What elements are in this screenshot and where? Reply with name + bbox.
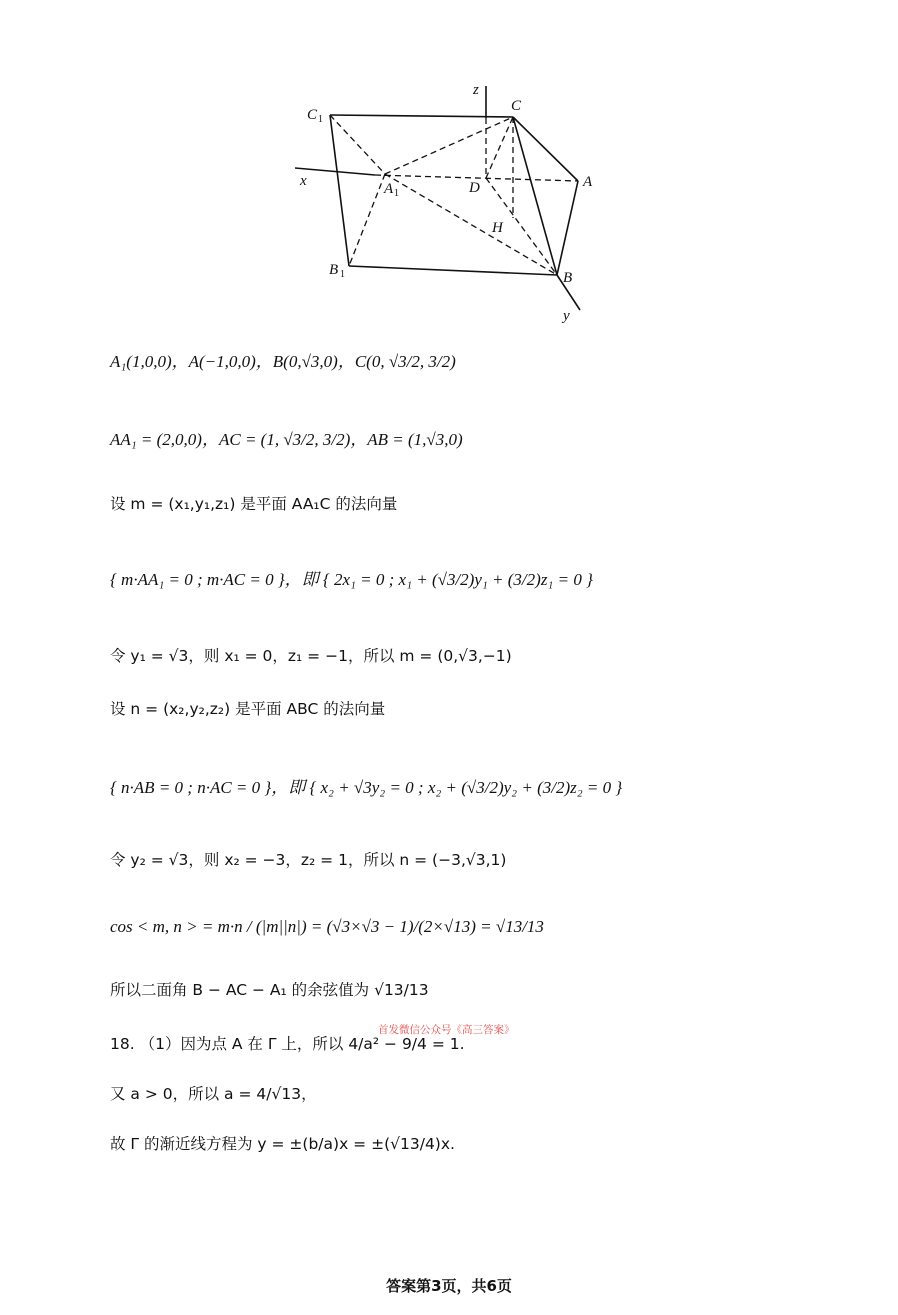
label-H: H (492, 220, 503, 236)
label-B1: B (329, 262, 339, 278)
page-footer: 答案第3页，共6页 (386, 1277, 512, 1295)
a-value-line: 又 a > 0，所以 a = 4/√13， (110, 1085, 317, 1103)
cosine-formula: cos < m, n > = m·n / (|m||n|) = (√3×√3 − 1)/(2×√13) = √13/13 (110, 917, 544, 936)
label-A1: A (384, 181, 394, 197)
label-C: C (511, 98, 522, 114)
problem-18-part1: 18. （1）因为点 A 在 Γ 上，所以 4/a² − 9/4 = 1. (110, 1035, 465, 1053)
solution-n: 令 y₂ = √3，则 x₂ = −3，z₂ = 1，所以 n = (−3,√3,1) (110, 851, 507, 869)
dihedral-conclusion: 所以二面角 B − AC − A₁ 的余弦值为 √13/13 (110, 981, 429, 999)
label-B1-sub: 1 (340, 269, 345, 280)
prism-figure (295, 78, 615, 328)
label-A: A (583, 174, 593, 190)
watermark-text: 首发微信公众号《高三答案》 (378, 1024, 515, 1036)
coordinates-line: A₁(1,0,0)，A(−1,0,0)，B(0,√3,0)，C(0, √3/2, 3/2) (110, 352, 456, 371)
label-y: y (563, 308, 570, 324)
label-C1: C (307, 107, 318, 123)
label-x: x (300, 173, 307, 189)
solution-m: 令 y₁ = √3，则 x₁ = 0，z₁ = −1，所以 m = (0,√3,−1) (110, 647, 512, 665)
system-n: { n·AB = 0 ; n·AC = 0 }，即 { x₂ + √3y₂ = 0 ; x₂ + (√3/2)y₂ + (3/2)z₂ = 0 } (110, 778, 623, 797)
system-m: { m·AA₁ = 0 ; m·AC = 0 }，即 { 2x₁ = 0 ; x₁ + (√3/2)y₁ + (3/2)z₁ = 0 } (110, 570, 593, 589)
label-A1-sub: 1 (394, 188, 399, 199)
vectors-line: AA₁ = (2,0,0)，AC = (1, √3/2, 3/2)，AB = (1,√3,0) (110, 430, 463, 449)
label-B: B (563, 270, 573, 286)
normal-n-intro: 设 n = (x₂,y₂,z₂) 是平面 ABC 的法向量 (110, 700, 386, 718)
label-D: D (469, 180, 480, 196)
prism-diagram (295, 78, 615, 328)
asymptote-line: 故 Γ 的渐近线方程为 y = ±(b/a)x = ±(√13/4)x. (110, 1135, 455, 1153)
label-C1-sub: 1 (318, 114, 323, 125)
normal-m-intro: 设 m = (x₁,y₁,z₁) 是平面 AA₁C 的法向量 (110, 495, 398, 513)
label-z: z (473, 82, 479, 98)
